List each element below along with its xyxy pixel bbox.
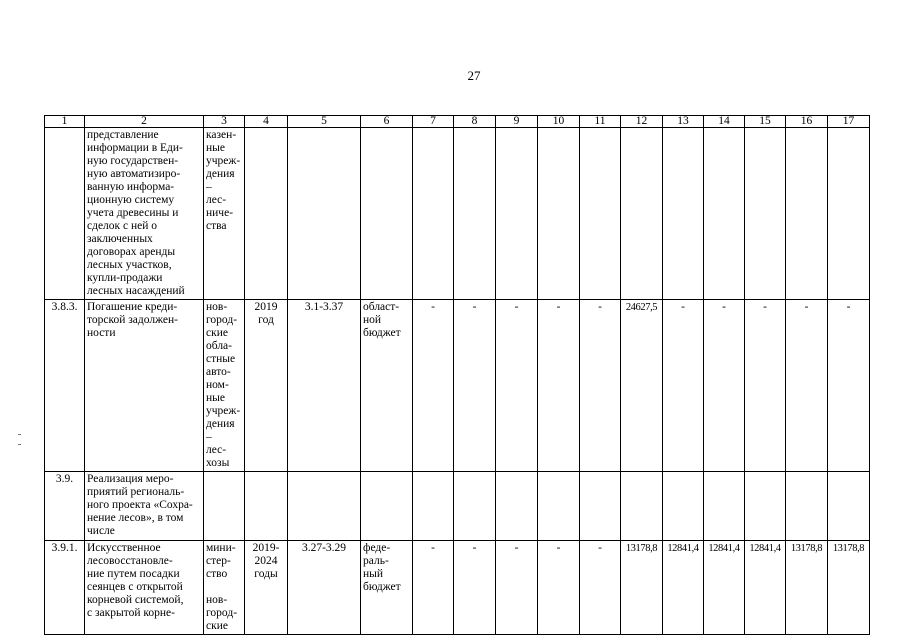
row-number — [45, 128, 85, 300]
executor: нов- город- ские обла- стные авто- ном- ные учреж- дения – лес- хозы — [204, 300, 245, 472]
budget-table — [44, 115, 870, 635]
amount-cell — [538, 472, 580, 541]
amount-cell — [745, 128, 786, 300]
scan-mark — [18, 434, 21, 435]
amount-cell: - — [828, 300, 870, 472]
table-row — [45, 472, 870, 541]
amount-cell — [786, 472, 828, 541]
activity-name: представление информации в Еди- ную государствен- ную автоматизиро- ванную информа- ционную систему учета древесины и сделок с ней о заключенных договорах аренды лесных участков, купли-продажи лесных насаждений — [85, 128, 204, 300]
indicator-link — [288, 472, 361, 541]
amount-cell — [704, 128, 745, 300]
amount-cell: - — [413, 541, 454, 635]
column-header: 1 — [45, 116, 85, 128]
amount-cell — [621, 128, 663, 300]
amount-cell — [828, 472, 870, 541]
executor: мини- стер- ство нов- город- ские — [204, 541, 245, 635]
activity-name: Реализация меро- приятий региональ- ного проекта «Сохра- нение лесов», в том числе — [85, 472, 204, 541]
column-header: 10 — [538, 116, 580, 128]
amount-cell: - — [704, 300, 745, 472]
amount-cell — [580, 472, 621, 541]
funding-source: феде- раль- ный бюджет — [361, 541, 413, 635]
column-header: 2 — [85, 116, 204, 128]
amount-cell: - — [538, 541, 580, 635]
indicator-link: 3.1-3.37 — [288, 300, 361, 472]
table-row — [45, 128, 870, 300]
row-number: 3.8.3. — [45, 300, 85, 472]
executor: казен- ные учреж- дения – лес- ниче- ства — [204, 128, 245, 300]
amount-cell — [663, 128, 704, 300]
amount-cell: - — [786, 300, 828, 472]
indicator-link — [288, 128, 361, 300]
column-header: 14 — [704, 116, 745, 128]
column-header: 4 — [245, 116, 288, 128]
amount-cell — [413, 128, 454, 300]
amount-cell: - — [663, 300, 704, 472]
amount-cell: - — [454, 300, 496, 472]
funding-source — [361, 128, 413, 300]
column-header: 7 — [413, 116, 454, 128]
amount-cell: 13178,8 — [786, 541, 828, 635]
amount-cell: - — [745, 300, 786, 472]
executor — [204, 472, 245, 541]
column-header: 13 — [663, 116, 704, 128]
amount-cell — [580, 128, 621, 300]
funding-source: област- ной бюджет — [361, 300, 413, 472]
amount-cell — [828, 128, 870, 300]
column-header: 12 — [621, 116, 663, 128]
term — [245, 472, 288, 541]
amount-cell — [413, 472, 454, 541]
amount-cell: 12841,4 — [745, 541, 786, 635]
column-header: 16 — [786, 116, 828, 128]
column-header: 3 — [204, 116, 245, 128]
amount-cell — [704, 472, 745, 541]
column-header: 6 — [361, 116, 413, 128]
amount-cell: 12841,4 — [704, 541, 745, 635]
amount-cell — [745, 472, 786, 541]
amount-cell: - — [496, 541, 538, 635]
column-header: 8 — [454, 116, 496, 128]
amount-cell: - — [580, 300, 621, 472]
amount-cell: 13178,8 — [828, 541, 870, 635]
table-row — [45, 541, 870, 635]
amount-cell — [538, 128, 580, 300]
amount-cell: - — [538, 300, 580, 472]
amount-cell — [454, 128, 496, 300]
column-header: 9 — [496, 116, 538, 128]
header-row — [45, 116, 870, 128]
amount-cell: 13178,8 — [621, 541, 663, 635]
column-header: 5 — [288, 116, 361, 128]
amount-cell — [621, 472, 663, 541]
row-number: 3.9.1. — [45, 541, 85, 635]
term — [245, 128, 288, 300]
term: 2019 год — [245, 300, 288, 472]
term: 2019- 2024 годы — [245, 541, 288, 635]
column-header: 17 — [828, 116, 870, 128]
activity-name: Погашение креди- торской задолжен- ности — [85, 300, 204, 472]
indicator-link: 3.27-3.29 — [288, 541, 361, 635]
amount-cell: 24627,5 — [621, 300, 663, 472]
amount-cell — [786, 128, 828, 300]
amount-cell — [496, 128, 538, 300]
column-header: 11 — [580, 116, 621, 128]
page-number: 27 — [467, 68, 481, 83]
table-row — [45, 300, 870, 472]
column-header: 15 — [745, 116, 786, 128]
amount-cell: - — [454, 541, 496, 635]
amount-cell: 12841,4 — [663, 541, 704, 635]
row-number: 3.9. — [45, 472, 85, 541]
amount-cell — [663, 472, 704, 541]
activity-name: Искусственное лесовосстановле- ние путем посадки сеянцев с открытой корневой системой, с закрытой корне- — [85, 541, 204, 635]
amount-cell: - — [413, 300, 454, 472]
amount-cell — [496, 472, 538, 541]
funding-source — [361, 472, 413, 541]
amount-cell: - — [496, 300, 538, 472]
amount-cell: - — [580, 541, 621, 635]
scan-mark — [18, 444, 21, 445]
amount-cell — [454, 472, 496, 541]
